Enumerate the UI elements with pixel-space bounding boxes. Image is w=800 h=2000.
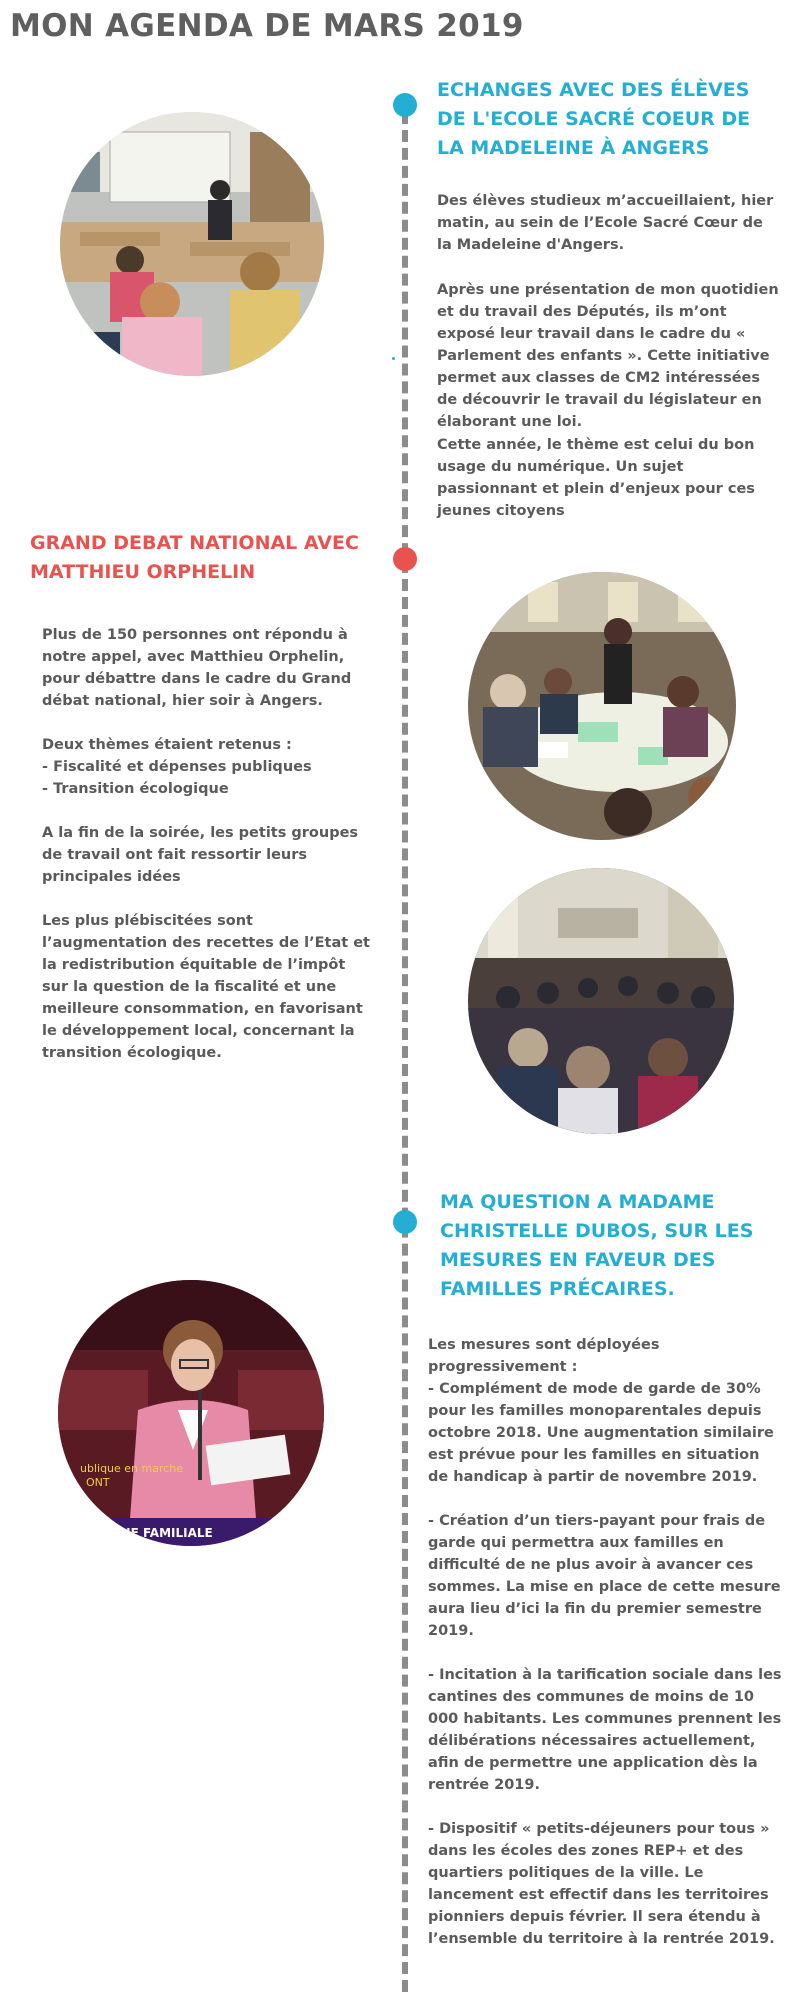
section-text-school-1: Des élèves studieux m’accueillaient, hier matin, au sein de l’Ecole Sacré Cœur de la Madeleine d'Angers.: [437, 193, 774, 253]
section-heading-question: MA QUESTION A MADAME CHRISTELLE DUBOS, SUR LES MESURES EN FAVEUR DES FAMILLES PRÉCAIRES.: [440, 1191, 754, 1300]
timeline-marker: [392, 357, 395, 360]
section-heading-school: ECHANGES AVEC DES ÉLÈVES DE L'ECOLE SACRÉ COEUR DE LA MADELEINE À ANGERS: [437, 79, 751, 159]
timeline-dot-2: [393, 547, 417, 571]
section-text-debate-2: Deux thèmes étaient retenus : - Fiscalité et dépenses publiques - Transition écologique: [42, 737, 312, 797]
section-heading-debate: GRAND DEBAT NATIONAL AVEC MATTHIEU ORPHELIN: [30, 532, 359, 583]
section-text-debate-1: Plus de 150 personnes ont répondu à notre appel, avec Matthieu Orphelin, pour débattre dans le cadre du Grand débat national, hier soir à Angers.: [42, 627, 352, 709]
tv-caption-line-1: ublique en marche: [80, 1462, 184, 1475]
section-text-question-3: - Incitation à la tarification sociale dans les cantines des communes de moins de 10 000 habitants. Les communes prennent les délibérations nécessaires actuellement, afin de permettre une application dès la rentrée 2019.: [428, 1667, 782, 1793]
section-text-question-2: - Création d’un tiers-payant pour frais de garde qui permettra aux familles en difficulté de ne plus avoir à avancer ces sommes. La mise en place de cette mesure aura lieu d’ici la fin du premier semestre 2019.: [428, 1513, 781, 1639]
debate-room-photo: [468, 868, 734, 1134]
tv-caption-line-2: ONT: [86, 1476, 110, 1489]
timeline-dot-1: [393, 93, 417, 117]
page-title: MON AGENDA DE MARS 2019: [10, 8, 524, 44]
timeline-dot-3: [393, 1210, 417, 1234]
section-text-school-2: Après une présentation de mon quotidien et du travail des Députés, ils m’ont exposé leur travail dans le cadre du « Parlement des enfants ». Cette initiative permet aux classes de CM2 intéressées de découvrir le travail du législateur en élaborant une loi.: [437, 282, 779, 430]
section-text-school-3: Cette année, le thème est celui du bon usage du numérique. Un sujet passionnant et plein d’enjeux pour ces jeunes citoyens: [437, 437, 755, 519]
section-text-debate-3: A la fin de la soirée, les petits groupes de travail ont fait ressortir leurs principales idées: [42, 825, 359, 885]
debate-table-photo: [468, 572, 736, 840]
section-text-question-4: - Dispositif « petits-déjeuners pour tous » dans les écoles des zones REP+ et des quartiers politiques de la ville. Le lancement est effectif dans les territoires pionniers depuis février. Il sera étendu à l’ensemble du territoire à la rentrée 2019.: [428, 1821, 775, 1947]
classroom-photo: [60, 112, 324, 376]
assembly-photo: [58, 1280, 324, 1546]
section-text-question-1: Les mesures sont déployées progressivement : - Complément de mode de garde de 30% pour les familles monoparentales depuis octobre 2018. Une augmentation similaire est prévue pour les familles en situation de handicap à partir de novembre 2019.: [428, 1337, 774, 1485]
timeline-line: [402, 112, 408, 1992]
section-text-debate-4: Les plus plébiscitées sont l’augmentation des recettes de l’Etat et la redistribution équitable de l’impôt sur la question de la fiscalité et une meilleure consommation, en favorisant le développement local, concernant la transition écologique.: [42, 913, 370, 1061]
tv-banner-text: TIQUE FAMILIALE: [98, 1526, 213, 1540]
